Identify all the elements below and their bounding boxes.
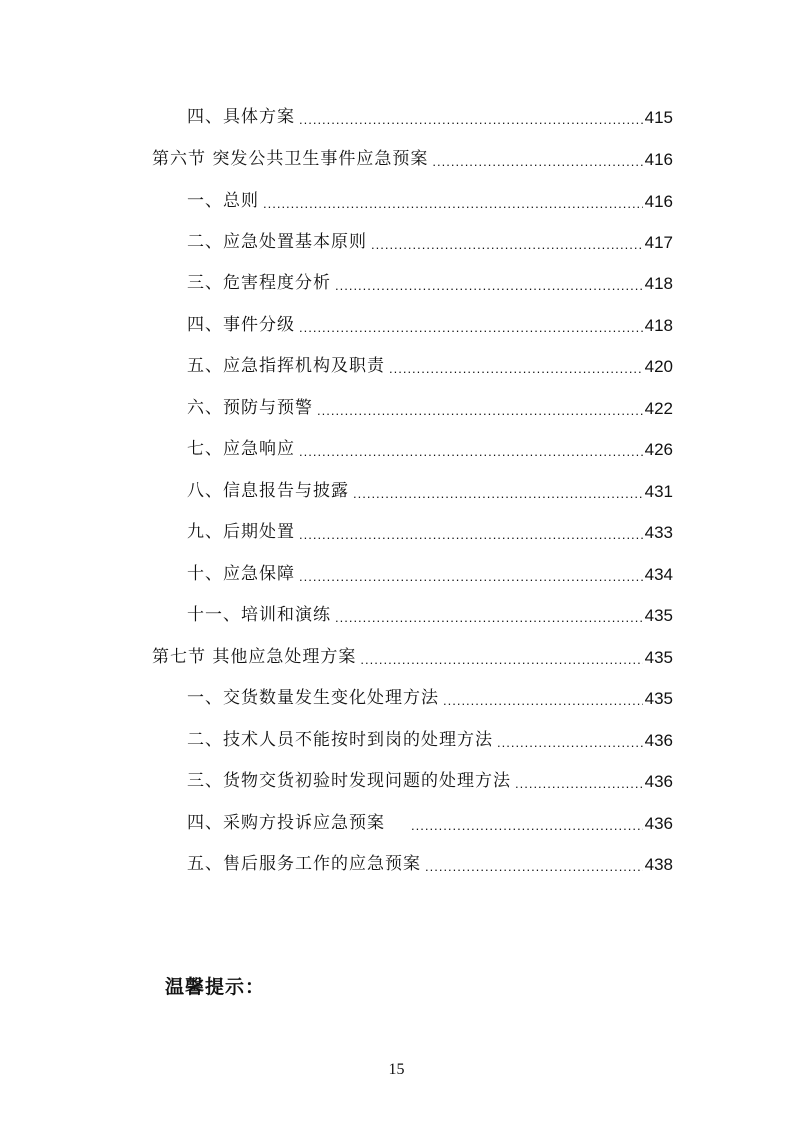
toc-entry[interactable] [187,305,673,346]
toc-entry[interactable] [187,761,673,802]
toc-entry-label: 十一、培训和演练 [187,605,331,625]
toc-leader-dots [497,722,643,763]
toc-entry-label: 九、后期处置 [187,522,295,542]
toc-leader-dots [371,224,643,265]
toc-entry-label: 二、技术人员不能按时到岗的处理方法 [187,730,493,750]
toc-entry-label: 第六节 突发公共卫生事件应急预案 [152,149,429,169]
toc-entry-page: 436 [644,731,673,750]
toc-entry[interactable] [187,595,673,636]
toc-leader-dots [411,805,643,846]
toc-entry-label: 四、事件分级 [187,315,295,335]
toc-entry-label: 一、交货数量发生变化处理方法 [187,688,439,708]
toc-entry[interactable] [187,554,673,595]
toc-entry-page: 434 [644,565,673,584]
toc-entry-page: 436 [644,772,673,791]
toc-entry-page: 435 [644,689,673,708]
toc-entry[interactable] [152,139,673,180]
toc-entry-page: 433 [644,523,673,542]
toc-entry[interactable] [187,844,673,885]
toc-leader-dots [425,846,643,887]
toc-entry-page: 416 [644,150,673,169]
toc-leader-dots [335,265,643,306]
toc-leader-dots [263,183,643,224]
toc-entry-label: 五、应急指挥机构及职责 [187,356,385,376]
toc-entry[interactable] [187,512,673,553]
toc-entry[interactable] [187,720,673,761]
toc-entry-page: 435 [644,648,673,667]
page-number: 15 [388,1061,405,1078]
toc-entry-page: 431 [644,482,673,501]
toc-entry-page: 426 [644,440,673,459]
toc-entry-label: 十、应急保障 [187,564,295,584]
toc-entry-page: 417 [644,233,673,252]
toc-entry-label: 第七节 其他应急处理方案 [152,647,357,667]
toc-entry-page: 418 [644,316,673,335]
toc-entry-page: 418 [644,274,673,293]
toc-entry[interactable] [187,222,673,263]
toc-entry[interactable] [187,263,673,304]
toc-entry-label: 四、采购方投诉应急预案 [187,813,385,833]
toc-entry-label: 三、危害程度分析 [187,273,331,293]
toc-entry-label: 二、应急处置基本原则 [187,232,367,252]
toc-leader-dots [432,141,642,182]
toc-entry[interactable] [187,97,673,138]
toc-entry-page: 422 [644,399,673,418]
toc-leader-dots [299,431,643,472]
toc-leader-dots [443,680,643,721]
toc-entry[interactable] [152,637,673,678]
toc-entry[interactable] [187,471,673,512]
toc-leader-dots [353,473,643,514]
tip-heading: 温馨提示： [165,976,266,998]
toc-entry-label: 六、预防与预警 [187,398,313,418]
toc-leader-dots [515,763,643,804]
toc-leader-dots [389,348,643,389]
toc-entry-page: 415 [644,108,673,127]
toc-entry-label: 四、具体方案 [187,107,295,127]
toc-leader-dots [317,390,643,431]
toc-entry[interactable] [187,181,673,222]
toc-entry-page: 438 [644,855,673,874]
toc-entry-label: 一、总则 [187,191,259,211]
toc-entry[interactable] [187,803,673,844]
toc-entry-label: 七、应急响应 [187,439,295,459]
toc-entry-page: 416 [644,192,673,211]
toc-leader-dots [299,99,643,140]
toc-entry[interactable] [187,429,673,470]
toc-entry-page: 435 [644,606,673,625]
toc-entry-label: 三、货物交货初验时发现问题的处理方法 [187,771,511,791]
toc-entry-label: 八、信息报告与披露 [187,481,349,501]
toc-entry-page: 420 [644,357,673,376]
toc-leader-dots [360,639,642,680]
toc-entry[interactable] [187,388,673,429]
toc-entry-page: 436 [644,814,673,833]
toc-entry-label: 五、售后服务工作的应急预案 [187,854,421,874]
toc-leader-dots [335,597,643,638]
toc-leader-dots [299,307,643,348]
toc-leader-dots [299,514,643,555]
toc-leader-dots [299,556,643,597]
toc-entry[interactable] [187,678,673,719]
toc-entry[interactable] [187,346,673,387]
